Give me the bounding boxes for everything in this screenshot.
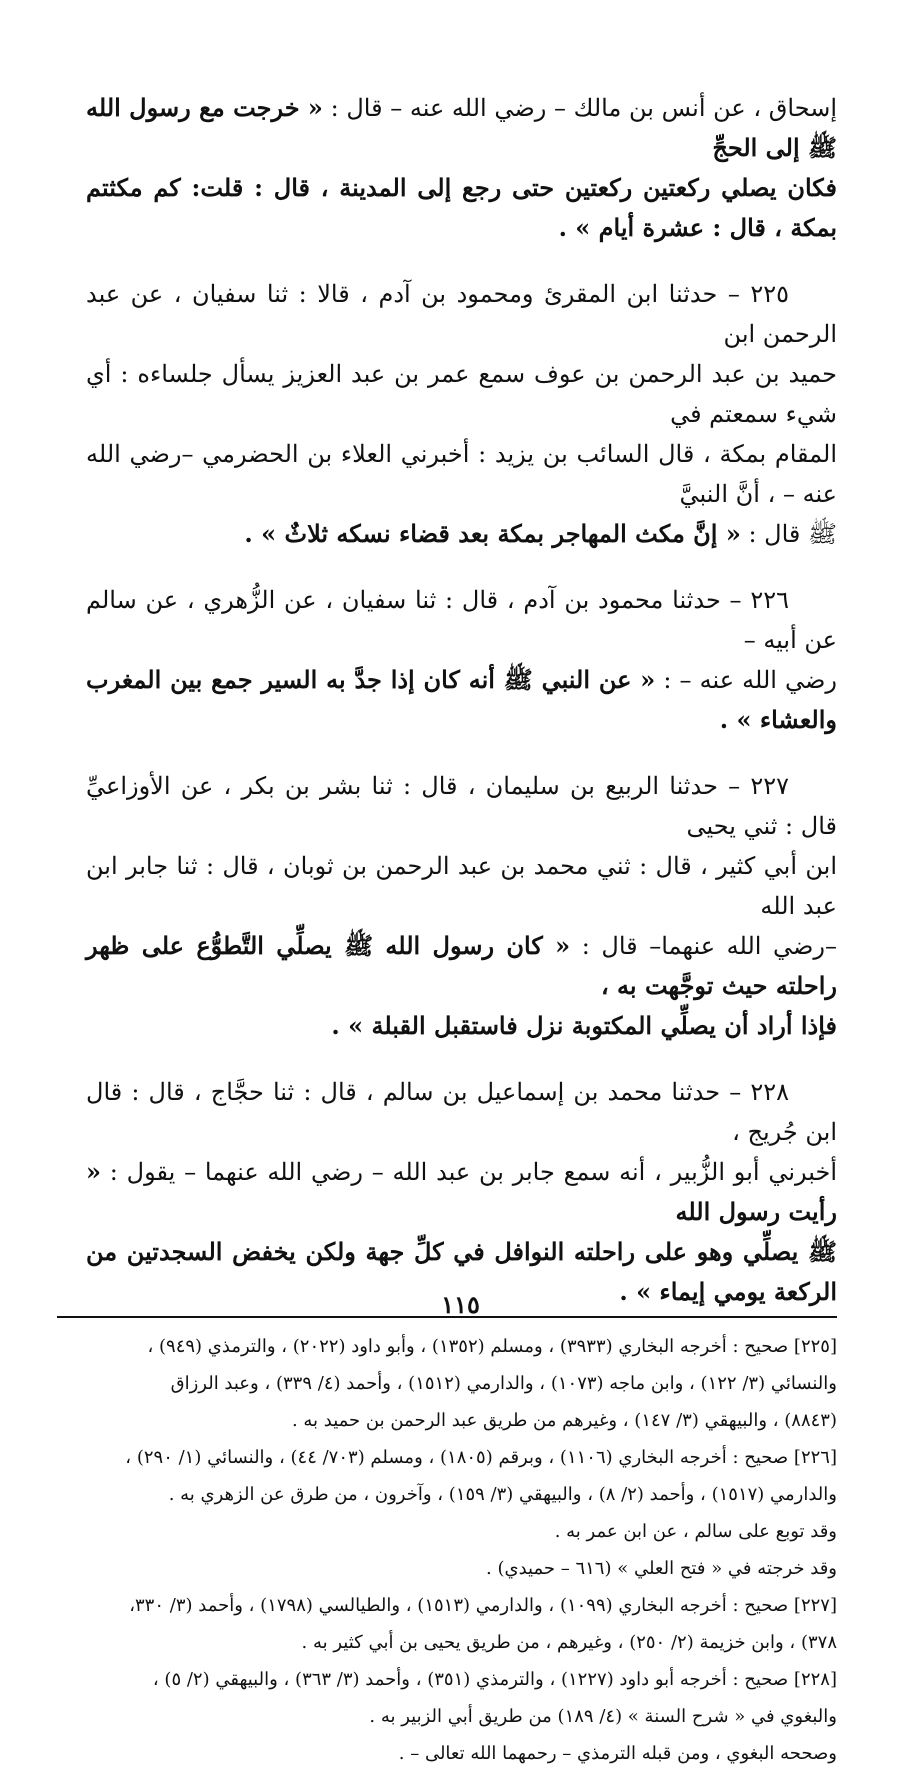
text-run: إسحاق ، عن أنس بن مالك – رضي الله عنه – قال : [322,94,837,122]
main-text [86,88,837,1312]
text-line [86,660,837,740]
text-line: ٢٢٥ – حدثنا ابن المقرئ ومحمود بن آدم ، قالا : ثنا سفيان ، عن عبد الرحمن ابن [86,280,837,348]
text-line [86,926,837,1006]
footnote-line: وقد خرجته في « فتح العلي » (٦١٦ – حميدي) . [486,1558,837,1579]
hadith-226 [86,580,837,740]
hadith-228 [86,1072,837,1312]
text-line: المقام بمكة ، قال السائب بن يزيد : أخبرني العلاء بن الحضرمي –رضي الله عنه – ، أنَّ النبيَّ [86,440,837,508]
footnote-line: [٢٢٧] صحيح : أخرجه البخاري (١٠٩٩) ، والدارمي (١٥١٣) ، والطيالسي (١٧٩٨) ، وأحمد (٣/ ٣٣٠، [129,1595,837,1616]
text-line: ٢٢٨ – حدثنا محمد بن إسماعيل بن سالم ، قال : ثنا حجَّاج ، قال : قال ابن جُريج ، [86,1078,837,1146]
text-run: ﷺ قال : [740,520,837,548]
text-line [86,514,837,554]
text-run: –رضي الله عنهما– قال : [570,932,838,960]
footnote-line: [٢٢٦] صحيح : أخرجه البخاري (١١٠٦) ، وبرقم (١٨٠٥) ، ومسلم (٧٠٣/ ٤٤) ، والنسائي (١/ ٢٩٠) ، [125,1447,837,1468]
footnote-line: والدارمي (١٥١٧) ، وأحمد (٢/ ٨) ، والبيهقي (٣/ ١٥٩) ، وآخرون ، من طرق عن الزهري به . [168,1484,837,1505]
text-line: ٢٢٦ – حدثنا محمود بن آدم ، قال : ثنا سفيان ، عن الزُّهري ، عن سالم عن أبيه – [86,586,837,654]
hadith-227 [86,766,837,1046]
text-line [86,88,837,168]
hadith-text: « خرجت مع رسول الله ﷺ إلى الحجِّ [86,93,837,162]
footnote-line: (٨٨٤٣) ، والبيهقي (٣/ ١٤٧) ، وغيرهم من طريق عبد الرحمن بن حميد به . [291,1410,837,1431]
hadith-text: فإذا أراد أن يصلِّي المكتوبة نزل فاستقبل القبلة » . [331,1011,837,1040]
hadith-text: « إنَّ مكث المهاجر بمكة بعد قضاء نسكه ثلاثٌ » . [244,519,741,548]
text-line: ٢٢٧ – حدثنا الربيع بن سليمان ، قال : ثنا بشر بن بكر ، عن الأوزاعيِّ قال : ثني يحيى [86,772,837,840]
text-line: حميد بن عبد الرحمن بن عوف سمع عمر بن عبد العزيز يسأل جلساءه : أي شيء سمعتم في [86,360,837,428]
footnote-line: وقد توبع على سالم ، عن ابن عمر به . [554,1521,837,1542]
hadith-text: « رأيت رسول الله [86,1157,837,1226]
paragraph-continuation [86,88,837,248]
hadith-text: « كان رسول الله ﷺ يصلِّي التَّطوُّع على ظهر راحلته حيث توجَّهت به ، [86,931,837,1000]
text-line [86,1152,837,1232]
text-run: أخبرني أبو الزُّبير ، أنه سمع جابر بن عبد الله – رضي الله عنهما – يقول : [101,1158,837,1186]
hadith-225 [86,274,837,554]
footnote-line: وصححه البغوي ، ومن قبله الترمذي – رحمهما الله تعالى – . [398,1743,837,1764]
text-line: ابن أبي كثير ، قال : ثني محمد بن عبد الرحمن بن ثوبان ، قال : ثنا جابر ابن عبد الله [86,852,837,920]
hadith-text: « عن النبي ﷺ أنه كان إذا جدَّ به السير جمع بين المغرب والعشاء » . [86,665,837,734]
page-number: ١١٥ [441,1290,480,1319]
text-run: رضي الله عنه – : [655,666,837,694]
footnotes [86,1328,837,1772]
footnote-line: ٣٧٨) ، وابن خزيمة (٢/ ٢٥٠) ، وغيرهم ، من طريق يحيى بن أبي كثير به . [301,1632,837,1653]
footnote-line: [٢٢٥] صحيح : أخرجه البخاري (٣٩٣٣) ، ومسلم (١٣٥٢) ، وأبو داود (٢٠٢٢) ، والترمذي (٩٤٩) ، [147,1336,837,1357]
footnote-line: والبغوي في « شرح السنة » (٤/ ١٨٩) من طريق أبي الزبير به . [369,1706,837,1727]
hadith-text: ﷺ يصلِّي وهو على راحلته النوافل في كلِّ جهة ولكن يخفض السجدتين من الركعة يومي إيماء » . [86,1237,837,1306]
hadith-text: فكان يصلي ركعتين ركعتين حتى رجع إلى المدينة ، قال : قلت: كم مكثتم بمكة ، قال : عشرة أيام » . [86,173,837,242]
footnote-line: [٢٢٨] صحيح : أخرجه أبو داود (١٢٢٧) ، والترمذي (٣٥١) ، وأحمد (٣/ ٣٦٣) ، والبيهقي (٢/ ٥) ، [152,1669,837,1690]
footnote-line: والنسائي (٣/ ١٢٢) ، وابن ماجه (١٠٧٣) ، والدارمي (١٥١٢) ، وأحمد (٤/ ٣٣٩) ، وعبد الرزاق [170,1373,837,1394]
